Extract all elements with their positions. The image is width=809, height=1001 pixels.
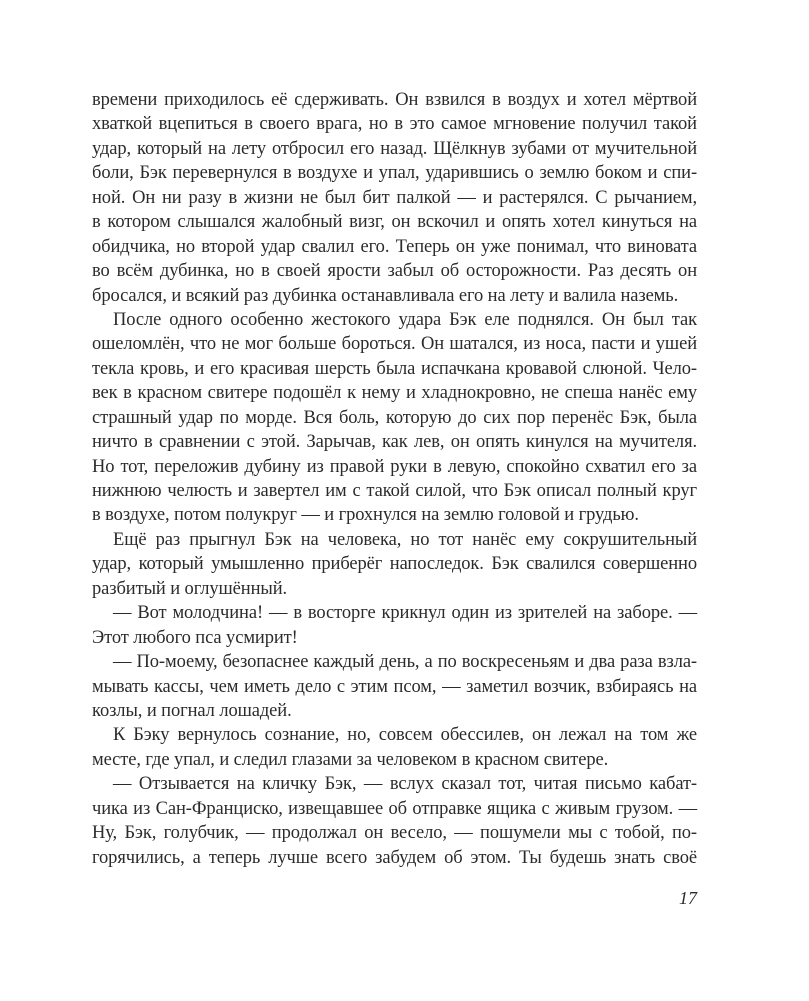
body-text: [92, 88, 697, 870]
paragraph: [92, 308, 697, 528]
paragraph: [92, 772, 697, 870]
paragraph: [92, 723, 697, 772]
text-line: козлы, и погнал лошадей.: [92, 700, 292, 721]
text-line: текла кровь, и его красивая шерсть была испачкана кровавой слюной. Чело-: [92, 358, 697, 379]
text-line: во всём дубинка, но в своей ярости забыл об осторожности. Раз десять он: [92, 261, 697, 282]
text-line: ной. Он ни разу в жизни не был бит палкой — и растерялся. С рычанием,: [92, 187, 697, 208]
text-line: страшный удар по морде. Вся боль, которую до сих пор перенёс Бэк, была: [92, 407, 697, 428]
text-line: — Вот молодчина! — в восторге крикнул один из зрителей на заборе. —: [113, 603, 697, 624]
text-line: После одного особенно жестокого удара Бэк еле поднялся. Он был так: [113, 309, 697, 330]
text-line: Этот любого пса усмирит!: [92, 627, 298, 648]
paragraph: [92, 650, 697, 723]
text-line: в воздухе, потом полукруг — и грохнулся на землю головой и грудью.: [92, 505, 639, 526]
text-line: век в красном свитере подошёл к нему и хладнокровно, не спеша нанёс ему: [92, 383, 697, 404]
text-line: ошеломлён, что не мог больше бороться. Он шатался, из носа, пасти и ушей: [92, 334, 697, 355]
paragraph: [92, 601, 697, 650]
text-line: обидчика, но второй удар свалил его. Теперь он уже понимал, что виновата: [92, 236, 697, 257]
text-line: в котором слышался жалобный визг, он вскочил и опять хотел кинуться на: [92, 212, 697, 233]
text-line: времени приходилось её сдерживать. Он взвился в воздух и хотел мёртвой: [92, 90, 697, 110]
paragraph: [92, 88, 697, 308]
text-line: месте, где упал, и следил глазами за человеком в красном свитере.: [92, 749, 609, 770]
text-line: Но тот, переложив дубину из правой руки в левую, спокойно схватил его за: [92, 456, 697, 477]
text-line: боли, Бэк перевернулся в воздухе и упал, ударившись о землю боком и спи-: [92, 163, 697, 184]
text-line: разбитый и оглушённый.: [92, 578, 288, 599]
text-line: мывать кассы, чем иметь дело с этим псом, — заметил возчик, взбираясь на: [92, 676, 697, 697]
text-line: хваткой вцепиться в своего врага, но в это самое мгновение получил такой: [92, 114, 697, 135]
text-line: ничто в сравнении с этой. Зарычав, как лев, он опять кинулся на мучителя.: [92, 432, 697, 453]
text-line: удар, который умышленно приберёг напоследок. Бэк свалился совершенно: [92, 554, 697, 575]
text-line: удар, который на лету отбросил его назад. Щёлкнув зубами от мучительной: [92, 138, 697, 159]
text-line: Ещё раз прыгнул Бэк на человека, но тот нанёс ему сокрушительный: [113, 529, 697, 550]
text-line: Ну, Бэк, голубчик, — продолжал он весело, — пошумели мы с тобой, по-: [92, 823, 697, 844]
text-line: — По-моему, безопаснее каждый день, а по воскресеньям и два раза взла-: [113, 652, 697, 673]
text-line: чика из Сан-Франциско, извещавшее об отправке ящика с живым грузом. —: [92, 798, 697, 819]
text-line: — Отзывается на кличку Бэк, — вслух сказал тот, читая письмо кабат-: [113, 774, 697, 795]
page-number: 17: [679, 888, 697, 908]
text-line: горячились, а теперь лучше всего забудем об этом. Ты будешь знать своё: [92, 847, 697, 868]
text-line: бросался, и всякий раз дубинка останавливала его на лету и валила наземь.: [92, 285, 679, 306]
paragraph: [92, 528, 697, 601]
text-line: нижнюю челюсть и завертел им с такой силой, что Бэк описал полный круг: [92, 481, 697, 501]
text-line: К Бэку вернулось сознание, но, совсем обессилев, он лежал на том же: [113, 725, 697, 746]
